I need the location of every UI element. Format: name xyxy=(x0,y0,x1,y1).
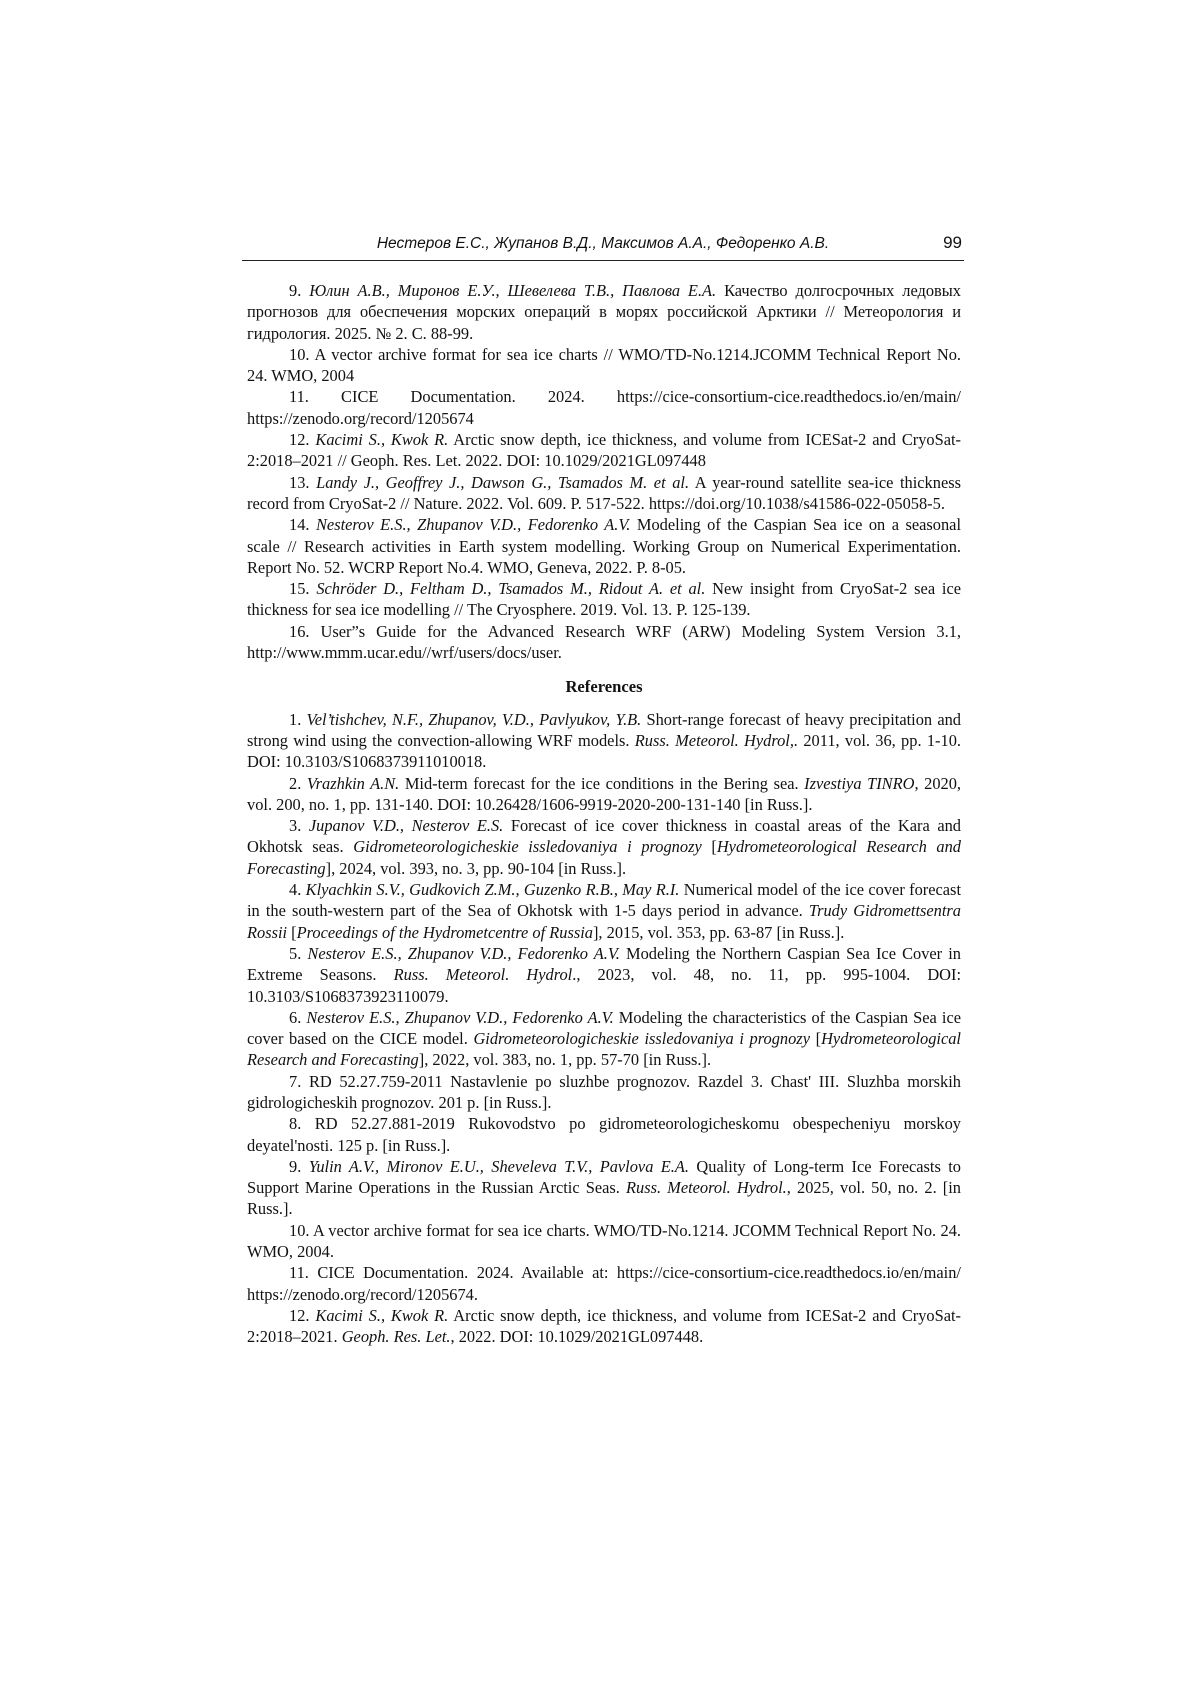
russian-reference-list xyxy=(247,280,961,663)
ref-authors: Юлин А.В., Миронов Е.У., Шевелева Т.В., Павлова Е.А. xyxy=(309,281,717,300)
ref-text: Modeling the Northern Caspian Sea Ice Cover in Extreme Seasons. xyxy=(247,943,961,985)
ref-journal: Gidrometeorologicheskie issledovaniya i prognozy xyxy=(473,1029,810,1049)
reference-item xyxy=(247,943,961,1007)
ref-text: Quality of Long-term Ice Forecasts to Support Marine Operations in the Russian Arctic Seas. xyxy=(247,1156,961,1198)
ref-number: 4. xyxy=(289,880,302,900)
ref-text: Arctic snow depth, ice thickness, and volume from ICESat-2 and CryoSat-2:2018–2021. xyxy=(247,1305,962,1347)
ref-journal: Russ. Meteorol. Hydrol xyxy=(393,965,573,985)
ref-text: ], 2022, vol. 383, no. 1, pp. 57-70 [in Russ.]. xyxy=(418,1050,712,1070)
reference-item xyxy=(247,429,961,472)
reference-item xyxy=(247,280,961,344)
ref-number: 10. xyxy=(289,1220,310,1240)
ref-number: 2. xyxy=(289,773,302,793)
ref-number: 12. xyxy=(289,1305,310,1325)
reference-item xyxy=(247,1262,961,1305)
ref-number: 7. xyxy=(289,1071,302,1091)
ref-text: A vector archive format for sea ice charts // WMO/TD-No.1214.JCOMM Technical Report No. 24. WMO, 2004 xyxy=(247,344,961,386)
ref-authors: Klyachkin S.V., Gudkovich Z.M., Guzenko R.B., May R.I. xyxy=(305,880,680,900)
ref-text: , 2025, vol. 50, no. 2. [in Russ.]. xyxy=(247,1178,961,1219)
reference-item xyxy=(247,1156,961,1220)
ref-text: User”s Guide for the Advanced Research WRF (ARW) Modeling System Version 3.1, http://www.mmm.ucar.edu//wrf/users/docs/user. xyxy=(247,621,961,663)
page-number: 99 xyxy=(943,233,962,252)
ref-number: 12. xyxy=(289,430,310,450)
ref-text: Modeling the characteristics of the Caspian Sea ice cover based on the CICE model. xyxy=(247,1007,962,1049)
ref-text: New insight from CryoSat-2 sea ice thickness for sea ice modelling // The Cryosphere. 2019. Vol. 13. P. 125-139. xyxy=(247,579,962,620)
ref-journal: Izvestiya TINRO xyxy=(804,773,915,793)
ref-authors: Vrazhkin A.N. xyxy=(306,773,400,793)
reference-item xyxy=(247,578,961,621)
ref-text: Mid-term forecast for the ice conditions in the Bering sea. xyxy=(399,773,805,793)
ref-number: 6. xyxy=(289,1007,302,1027)
reference-item xyxy=(247,514,961,578)
ref-text: , 2020, vol. 200, no. 1, pp. 131-140. DOI: 10.26428/1606-9919-2020-200-131-140 [in Russ.]. xyxy=(247,773,962,814)
ref-number: 11. xyxy=(289,387,309,407)
ref-authors: Schröder D., Feltham D., Tsamados M., Ridout A. et al. xyxy=(316,579,706,599)
reference-item xyxy=(247,386,961,429)
ref-number: 9. xyxy=(289,1156,302,1176)
ref-text: A vector archive format for sea ice charts. WMO/TD-No.1214. JCOMM Technical Report No. 24. WMO, 2004. xyxy=(247,1220,961,1262)
ref-number: 11. xyxy=(289,1263,309,1283)
ref-journal: Russ. Meteorol. Hydrol. xyxy=(625,1178,787,1198)
reference-item xyxy=(247,1007,961,1071)
ref-number: 3. xyxy=(289,816,302,836)
ref-authors: Vel’tishchev, N.F., Zhupanov, V.D., Pavlyukov, Y.B. xyxy=(306,709,642,729)
reference-item xyxy=(247,472,961,515)
ref-text: ], 2015, vol. 353, pp. 63-87 [in Russ.]. xyxy=(592,922,845,942)
header-authors: Нестеров Е.С., Жупанов В.Д., Максимов А.А., Федоренко А.В. xyxy=(376,235,830,252)
ref-number: 1. xyxy=(289,709,302,729)
reference-item xyxy=(247,1071,961,1114)
ref-journal: Gidrometeorologicheskie issledovaniya i prognozy xyxy=(353,837,702,857)
ref-journal: Trudy Gidromettsentra Rossii xyxy=(247,901,961,942)
ref-authors: Nesterov E.S., Zhupanov V.D., Fedorenko A.V. xyxy=(306,1007,614,1027)
ref-text: Forecast of ice cover thickness in coastal areas of the Kara and Okhotsk seas. xyxy=(247,816,961,857)
ref-number: 5. xyxy=(289,943,302,963)
page-body xyxy=(247,280,961,1348)
ref-text: 2011, vol. 36, pp. 1-10. DOI: 10.3103/S1068373911010018. xyxy=(247,730,961,772)
ref-text: Качество долгосрочных ледовых прогнозов для обеспечения морских операций в морях российской Арктики // Метеорология и гидрология. 2025. № 2. С. 88-99. xyxy=(247,281,962,343)
ref-text: Numerical model of the ice cover forecast in the south-western part of the Sea of Okhotsk with 1-5 days period in advance. xyxy=(247,880,961,921)
ref-authors: Jupanov V.D., Nesterov E.S. xyxy=(308,816,504,836)
ref-text: RD 52.27.881-2019 Rukovodstvo po gidrometeorologicheskomu obespecheniyu morskoy deyatel'nosti. 125 p. [in Russ.]. xyxy=(247,1114,961,1155)
reference-item xyxy=(247,1305,961,1348)
ref-journal-translation: Hydrometeorological Research and Forecasting xyxy=(247,837,961,878)
running-header xyxy=(242,232,964,261)
ref-number: 13. xyxy=(289,472,310,492)
ref-text: ., 2023, vol. 48, no. 11, pp. 995-1004. DOI: 10.3103/S1068373923110079. xyxy=(247,965,962,1006)
ref-authors: Yulin A.V., Mironov E.U., Sheveleva T.V., Pavlova E.A. xyxy=(308,1156,690,1176)
ref-journal: Geoph. Res. Let. xyxy=(341,1327,451,1347)
english-reference-list xyxy=(247,709,961,1348)
ref-authors: Kacimi S., Kwok R. xyxy=(315,430,449,450)
reference-item xyxy=(247,621,961,664)
reference-item xyxy=(247,879,961,943)
ref-number: 10. xyxy=(289,344,310,364)
ref-number: 9. xyxy=(289,281,302,300)
ref-text: RD 52.27.759-2011 Nastavlenie po sluzhbe prognozov. Razdel 3. Chast' III. Sluzhba morskih gidrologicheskih prognozov. 201 p. [in Russ.]. xyxy=(247,1071,961,1112)
ref-text: CICE Documentation. 2024. https://cice-consortium-cice.readthedocs.io/en/main/ https://zenodo.org/record/1205674 xyxy=(247,387,961,428)
ref-journal: Russ. Meteorol. Hydrol,. xyxy=(634,730,799,750)
ref-journal-translation: Proceedings of the Hydrometcentre of Russia xyxy=(296,922,593,942)
ref-authors: Nesterov E.S., Zhupanov V.D., Fedorenko A.V. xyxy=(316,515,631,535)
ref-text: [ xyxy=(287,922,297,942)
ref-text: , 2022. DOI: 10.1029/2021GL097448. xyxy=(450,1327,704,1347)
ref-text: Modeling of the Caspian Sea ice on a seasonal scale // Research activities in Earth system modelling. Working Group on Numerical Experimentation. Report No. 52. WCRP Report No.4. WMO, Geneva, 2022. P. 8-05. xyxy=(247,515,962,577)
ref-text: ], 2024, vol. 393, no. 3, pp. 90-104 [in Russ.]. xyxy=(325,858,627,878)
ref-text: Short-range forecast of heavy precipitation and strong wind using the convection-allowing WRF models. xyxy=(247,709,961,750)
reference-item xyxy=(247,709,961,773)
references-heading: References xyxy=(565,677,643,697)
reference-item xyxy=(247,1220,961,1263)
reference-item xyxy=(247,773,961,816)
ref-number: 14. xyxy=(289,515,310,535)
reference-item xyxy=(247,1113,961,1156)
ref-number: 8. xyxy=(289,1114,302,1134)
ref-number: 15. xyxy=(289,579,310,599)
ref-text: CICE Documentation. 2024. Available at: https://cice-consortium-cice.readthedocs.io/en/main/ https://zenodo.org/record/1205674. xyxy=(247,1263,961,1304)
ref-text: [ xyxy=(809,1029,822,1049)
ref-authors: Nesterov E.S., Zhupanov V.D., Fedorenko A.V. xyxy=(307,943,620,963)
reference-item xyxy=(247,815,961,879)
ref-number: 16. xyxy=(289,621,310,641)
ref-authors: Kacimi S., Kwok R. xyxy=(315,1305,449,1325)
ref-journal-translation: Hydrometeorological Research and Forecasting xyxy=(247,1029,961,1070)
reference-item xyxy=(247,344,961,387)
ref-text: Arctic snow depth, ice thickness, and volume from ICESat-2 and CryoSat-2:2018–2021 // Geoph. Res. Let. 2022. DOI: 10.1029/2021GL097448 xyxy=(247,430,962,471)
ref-text: A year-round satellite sea-ice thickness record from CryoSat-2 // Nature. 2022. Vol. 609. P. 517-522. https://doi.org/10.1038/s41586-022-05058-5. xyxy=(247,472,961,513)
ref-authors: Landy J., Geoffrey J., Dawson G., Tsamados M. et al. xyxy=(316,472,690,492)
ref-text: [ xyxy=(701,837,717,857)
